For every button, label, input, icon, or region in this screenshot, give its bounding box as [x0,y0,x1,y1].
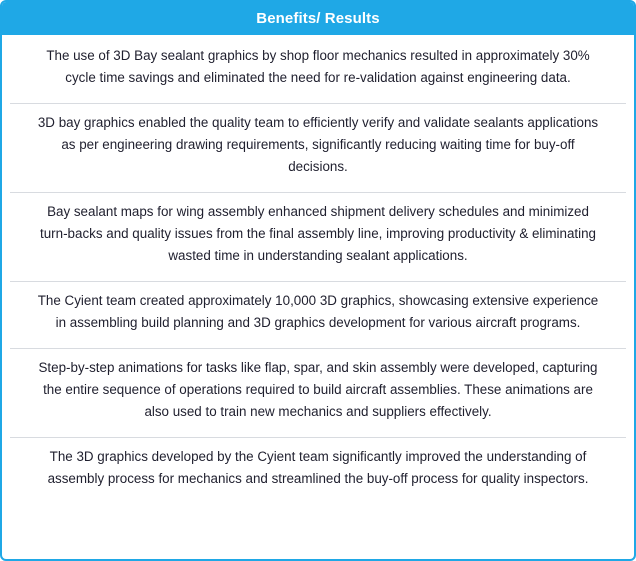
benefit-item: The use of 3D Bay sealant graphics by shop floor mechanics resulted in approximately 30% cycle time savings and eliminated the need for re-validation against engineering data. [10,35,626,104]
benefit-item: The 3D graphics developed by the Cyient team significantly improved the understanding of assembly process for mechanics and streamlined the buy-off process for quality inspectors. [47,449,589,486]
benefit-item: Step-by-step animations for tasks like flap, spar, and skin assembly were developed, capturing the entire sequence of operations required to build aircraft assemblies. These animations are also used to train new mechanics and suppliers effectively. [10,349,626,438]
benefit-item: The Cyient team created approximately 10,000 3D graphics, showcasing extensive experience in assembling build planning and 3D graphics development for various aircraft programs. [10,282,626,349]
card-title: Benefits/ Results [2,2,634,35]
benefit-item: Bay sealant maps for wing assembly enhanced shipment delivery schedules and minimized turn-backs and quality issues from the final assembly line, improving productivity & eliminating wasted time in understanding sealant applications. [10,193,626,282]
benefits-list [2,35,634,504]
benefit-item: 3D bay graphics enabled the quality team to efficiently verify and validate sealants applications as per engineering drawing requirements, significantly reducing waiting time for buy-off decisions. [10,104,626,193]
